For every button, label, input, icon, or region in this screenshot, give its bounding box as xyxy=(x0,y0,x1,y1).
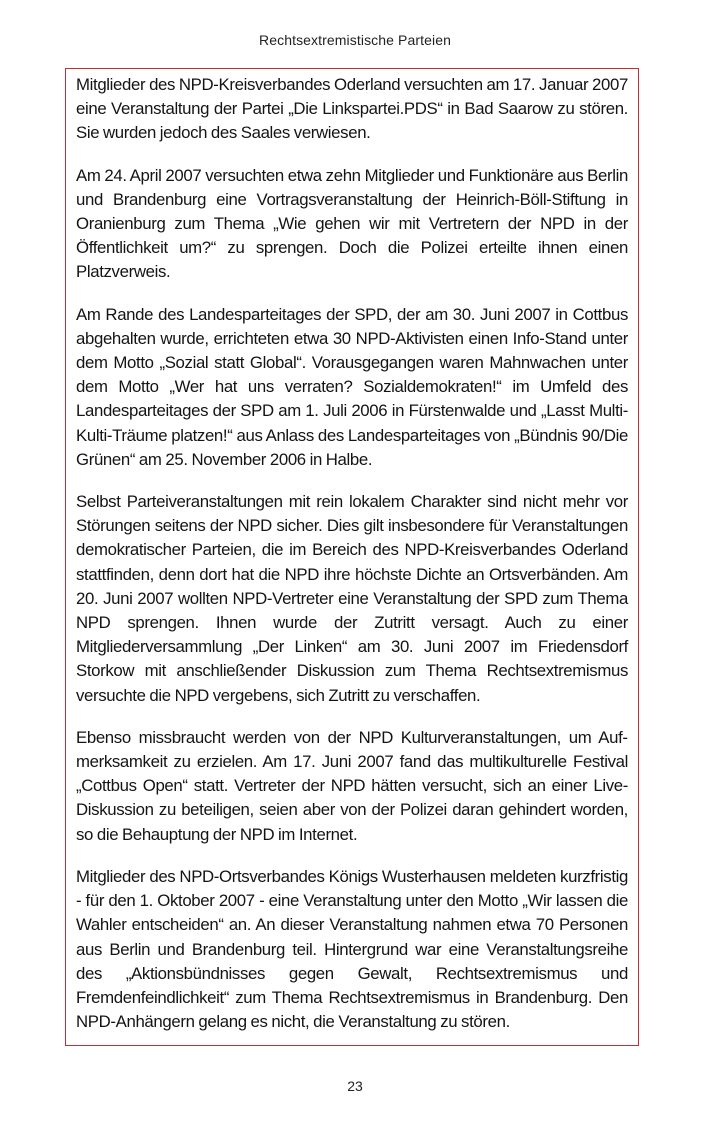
paragraph-cottbus-open: Ebenso missbraucht werden von der NPD Kulturveranstaltungen, um Aufmerksamkeit zu erzielen. Am 17. Juni 2007 fand das multikulturelle Festival „Cottbus Open“ statt. Vertreter der NPD hätten versucht, sich an einer Live-Diskussion zu beteiligen, seien aber von der Polizei daran gehindert worden, so die Behauptung der NPD im Internet. xyxy=(76,727,628,844)
running-header: Rechtsextremistische Parteien xyxy=(259,32,451,48)
paragraph-cottbus-spd: Am Rande des Landesparteitages der SPD, der am 30. Juni 2007 in Cottbus abgehalten wurde, errichteten etwa 30 NPD-Aktivisten einen Info-Stand unter dem Motto „Sozial statt Global“. Vorausgegangen waren Mahnwachen unter dem Motto „Wer hat uns verraten? Sozialdemokraten!“ im Umfeld des Landesparteitages der SPD am 1. Juli 2006 in Fürstenwalde und „Lasst Multi-Kulti-Träume platzen!“ aus Anlass des Landesparteitages von „Bündnis 90/Die Grünen“ am 25. November 2006 in Halbe. xyxy=(76,304,628,469)
content-box xyxy=(65,68,639,1046)
paragraph-bad-saarow: Mitglieder des NPD-Kreisverbandes Oderland versuchten am 17. Januar 2007 eine Veranstaltung der Partei „Die Linkspartei.PDS“ in Bad Saarow zu stören. Sie wurden jedoch des Saales verwiesen. xyxy=(76,75,628,143)
paragraph-koenigs-wusterhausen: Mitglieder des NPD-Ortsverbandes Königs Wusterhausen meldeten kurzfristig - für den 1. Oktober 2007 - eine Veranstaltung unter den Motto „Wir lassen die Wahler entscheiden“ an. An dieser Veranstaltung nahmen etwa 70 Personen aus Berlin und Brandenburg teil. Hintergrund war eine Veranstaltungsreihe des „Aktionsbündnisses gegen Gewalt, Rechtsextremismus und Fremdenfeindlichkeit“ zum Thema Rechtsextremismus in Brandenburg. Den NPD-Anhängern gelang es nicht, die Veranstaltung zu stören. xyxy=(76,866,628,1032)
page-number: 23 xyxy=(347,1078,363,1094)
paragraph-oranienburg: Am 24. April 2007 versuchten etwa zehn Mitglieder und Funktionäre aus Berlin und Brandenburg eine Vortragsveranstaltung der Heinrich-Böll-Stiftung in Oranienburg zum Thema „Wie gehen wir mit Vertretern der NPD in der Öffentlichkeit um?“ zu sprengen. Doch die Polizei erteilte ihnen einen Platzverweis. xyxy=(76,165,628,282)
paragraph-oderland: Selbst Parteiveranstaltungen mit rein lokalem Charakter sind nicht mehr vor Störungen seitens der NPD sicher. Dies gilt insbesondere für Veranstaltungen demokratischer Parteien, die im Bereich des NPD-Kreisverbandes Oderland stattfinden, denn dort hat die NPD ihre höchste Dichte an Ortsverbänden. Am 20. Juni 2007 wollten NPD-Vertreter eine Veranstaltung der SPD zum Thema NPD sprengen. Ihnen wurde der Zutritt versagt. Auch zu einer Mitgliederversammlung „Der Linken“ am 30. Juni 2007 im Friedensdorf Storkow mit anschließender Diskussion zum Thema Rechtsextremismus versuchte die NPD vergebens, sich Zutritt zu verschaffen. xyxy=(76,492,628,705)
